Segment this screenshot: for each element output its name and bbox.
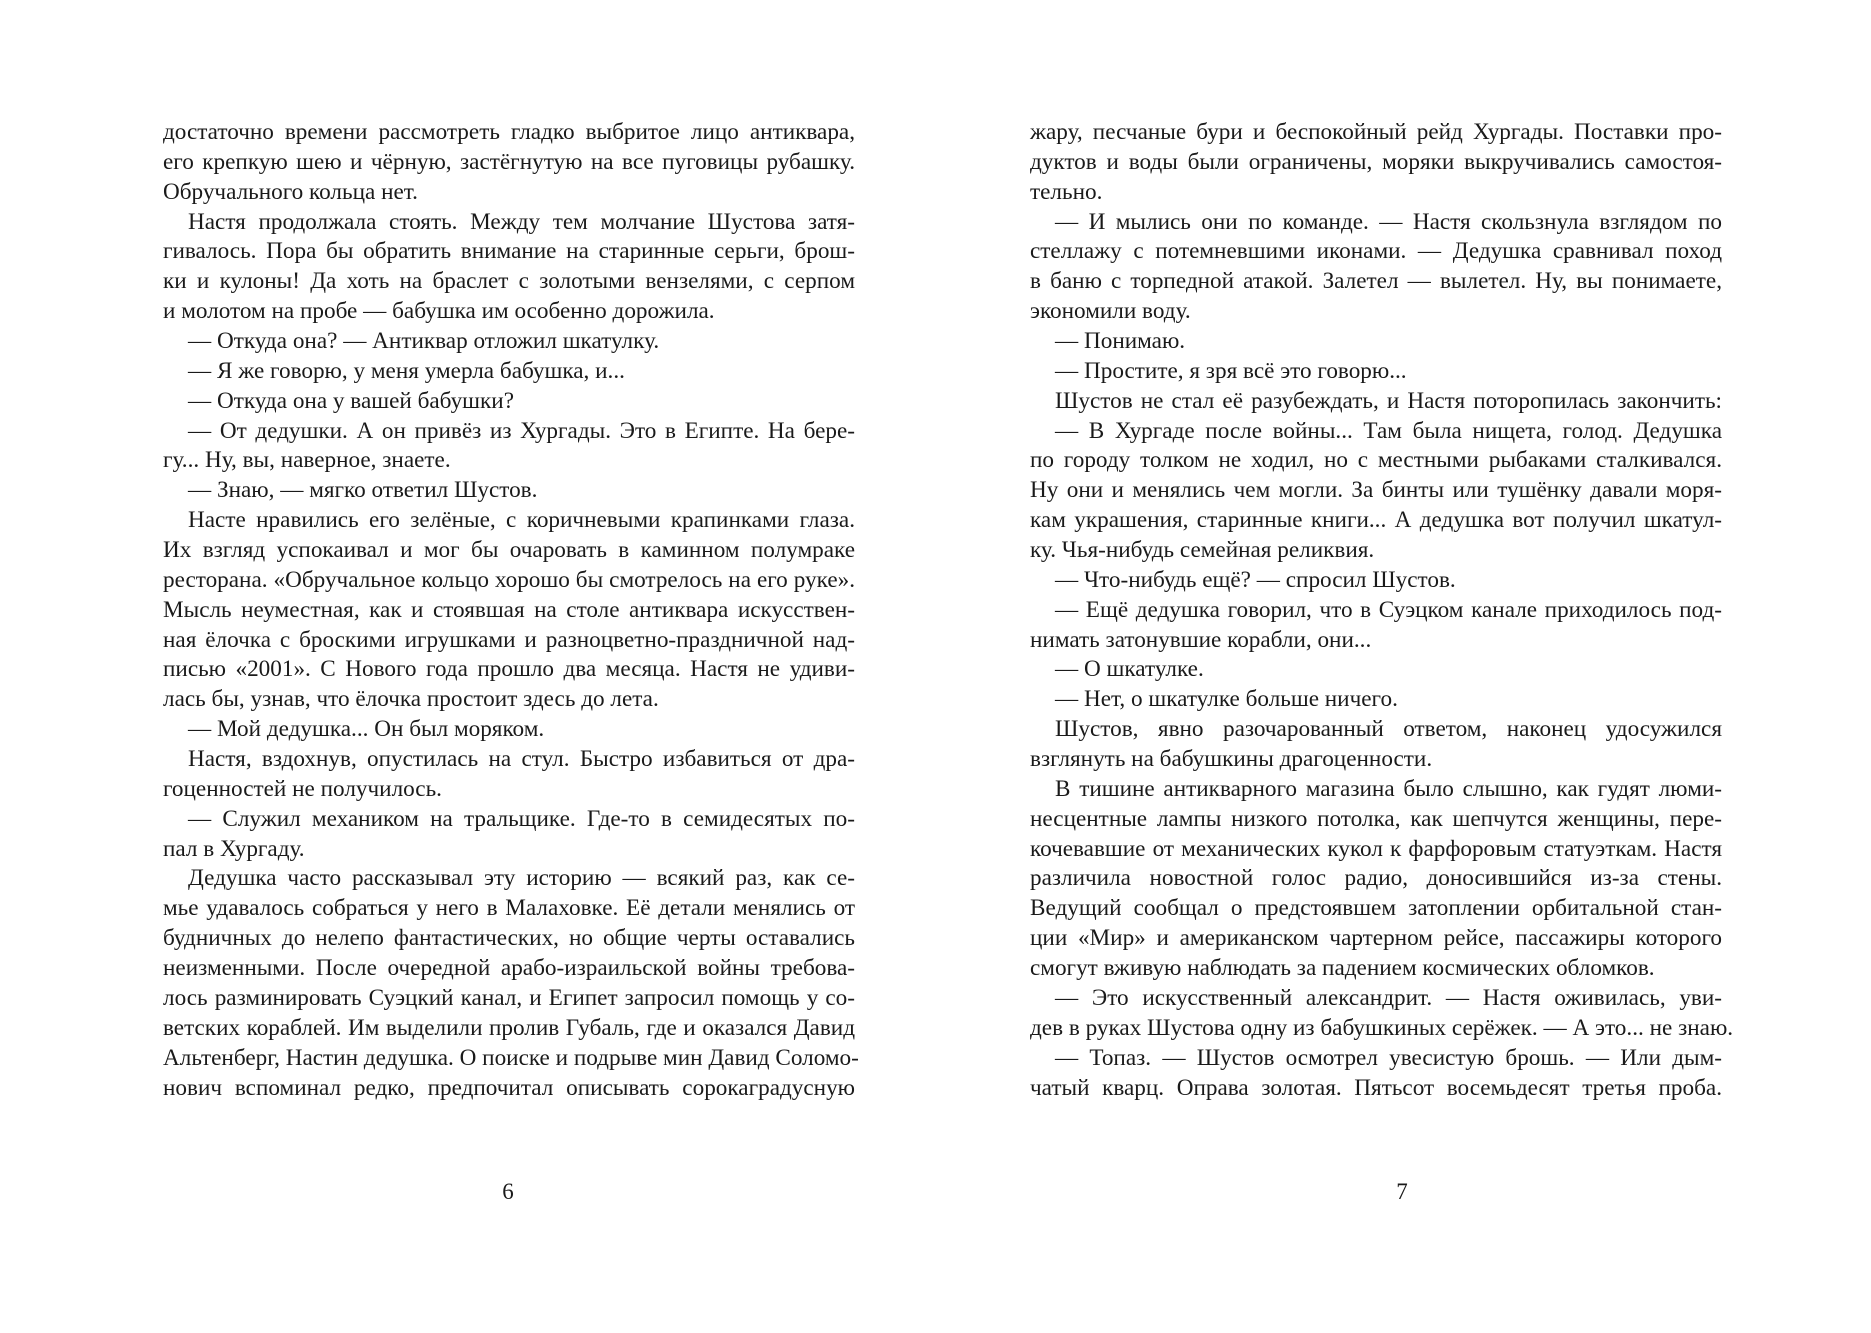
text-line: — Топаз. — Шустов осмотрел увесистую брошь. — Или дым- — [1055, 1044, 1722, 1071]
text-line: Настя, вздохнув, опустилась на стул. Быстро избавиться от дра- — [188, 746, 855, 773]
text-line: Альтенберг, Настин дедушка. О поиске и подрыве мин Давид Соломо- — [163, 1044, 859, 1071]
right-page-number: 7 — [1396, 1179, 1408, 1204]
text-line: несцентные лампы низкого потолка, как шепчутся женщины, пере- — [1030, 805, 1722, 832]
text-line: — От дедушки. А он привёз из Хургады. Это в Египте. На бере- — [188, 417, 855, 444]
text-line: — Что-нибудь ещё? — спросил Шустов. — [1055, 566, 1456, 593]
text-line: различила новостной голос радио, доносившийся из-за стены. — [1030, 865, 1722, 892]
left-page-text-column — [163, 118, 859, 1103]
text-line: — Ещё дедушка говорил, что в Суэцком канале приходилось под- — [1055, 596, 1722, 623]
text-line: — О шкатулке. — [1055, 656, 1204, 683]
left-page-number: 6 — [502, 1179, 514, 1204]
text-line: взглянуть на бабушкины драгоценности. — [1030, 746, 1433, 773]
text-line: экономили воду. — [1030, 298, 1191, 325]
text-line: лась бы, узнав, что ёлочка простоит здесь до лета. — [163, 686, 659, 713]
text-line: Шустов, явно разочарованный ответом, наконец удосужился — [1055, 716, 1722, 743]
text-line: Настя продолжала стоять. Между тем молчание Шустова затя- — [188, 208, 855, 235]
text-line: Ну они и менялись чем могли. За бинты или тушёнку давали моря- — [1030, 477, 1722, 504]
text-line: Ведущий сообщал о предстоявшем затоплении орбитальной стан- — [1030, 895, 1722, 922]
text-line: тельно. — [1030, 178, 1103, 205]
text-line: чатый кварц. Оправа золотая. Пятьсот восемьдесят третья проба. — [1030, 1074, 1722, 1101]
text-line: — Простите, я зря всё это говорю... — [1055, 357, 1407, 384]
text-line: Дедушка часто рассказывал эту историю — всякий раз, как се- — [188, 865, 855, 892]
text-line: Мысль неуместная, как и стоявшая на столе антиквара искусствен- — [163, 596, 855, 623]
text-line: мье удавалось собраться у него в Малаховке. Её детали менялись от — [163, 895, 855, 922]
right-page — [935, 0, 1871, 1333]
text-line: — Мой дедушка... Он был моряком. — [188, 716, 545, 743]
text-line: — В Хургаде после войны... Там была нищета, голод. Дедушка — [1055, 417, 1722, 444]
text-line: Шустов не стал её разубеждать, и Настя поторопилась закончить: — [1055, 387, 1722, 414]
right-page-text-column — [1030, 118, 1734, 1103]
text-line: писью «2001». С Нового года прошло два месяца. Настя не удиви- — [163, 656, 855, 683]
text-line: нович вспоминал редко, предпочитал описывать сорокаградусную — [163, 1074, 855, 1101]
text-line: пал в Хургаду. — [163, 835, 305, 862]
text-line: неизменными. После очередной арабо-израильской войны требова- — [163, 955, 855, 982]
text-line: ресторана. «Обручальное кольцо хорошо бы смотрелось на его руке». — [163, 566, 855, 593]
text-line: — И мылись они по команде. — Настя скользнула взглядом по — [1055, 208, 1722, 235]
text-line: достаточно времени рассмотреть гладко выбритое лицо антиквара, — [163, 119, 855, 145]
text-line: и молотом на пробе — бабушка им особенно дорожила. — [163, 298, 715, 325]
text-line: стеллажу с потемневшими иконами. — Дедушка сравнивал поход — [1030, 238, 1722, 265]
text-line: Обручального кольца нет. — [163, 178, 418, 205]
text-line: — Я же говорю, у меня умерла бабушка, и... — [188, 357, 625, 384]
text-line: будничных до нелепо фантастических, но общие черты оставались — [163, 925, 855, 952]
text-line: его крепкую шею и чёрную, застёгнутую на все пуговицы рубашку. — [163, 148, 855, 175]
left-page — [0, 0, 935, 1333]
text-line: — Нет, о шкатулке больше ничего. — [1055, 686, 1398, 713]
text-line: Их взгляд успокаивал и мог бы очаровать в каминном полумраке — [163, 537, 855, 564]
text-line: кочевавшие от механических кукол к фарфоровым статуэткам. Настя — [1030, 835, 1722, 862]
text-line: — Откуда она? — Антиквар отложил шкатулку. — [188, 328, 660, 355]
text-line: дуктов и воды были ограничены, моряки выкручивались самостоя- — [1030, 148, 1722, 175]
text-line: — Это искусственный александрит. — Настя оживилась, уви- — [1055, 984, 1722, 1011]
text-line: гоценностей не получилось. — [163, 775, 442, 802]
text-line: смогут вживую наблюдать за падением космических обломков. — [1030, 955, 1655, 982]
text-line: ветских кораблей. Им выделили пролив Губаль, где и оказался Давид — [163, 1014, 855, 1041]
text-line: — Знаю, — мягко ответил Шустов. — [188, 477, 538, 504]
text-line: ции «Мир» и американском чартерном рейсе, пассажиры которого — [1030, 925, 1722, 952]
text-line: Насте нравились его зелёные, с коричневыми крапинками глаза. — [188, 507, 855, 534]
text-line: ная ёлочка с броскими игрушками и разноцветно-праздничной над- — [163, 626, 855, 653]
text-line: — Откуда она у вашей бабушки? — [188, 387, 515, 414]
text-line: В тишине антикварного магазина было слышно, как гудят люми- — [1055, 775, 1722, 802]
text-line: гивалось. Пора бы обратить внимание на старинные серьги, брош- — [163, 238, 855, 265]
text-line: ку. Чья-нибудь семейная реликвия. — [1030, 537, 1375, 564]
text-line: жару, песчаные бури и беспокойный рейд Хургады. Поставки про- — [1030, 119, 1722, 145]
text-line: — Служил механиком на тральщике. Где-то в семидесятых по- — [188, 805, 855, 832]
text-line: нимать затонувшие корабли, они... — [1030, 626, 1372, 653]
text-line: лось разминировать Суэцкий канал, и Египет запросил помощь у со- — [163, 984, 855, 1011]
text-line: по городу толком не ходил, но с местными рыбаками сталкивался. — [1030, 447, 1722, 474]
text-line: ки и кулоны! Да хоть на браслет с золотыми вензелями, с серпом — [163, 268, 855, 295]
text-line: — Понимаю. — [1055, 328, 1186, 355]
text-line: кам украшения, старинные книги... А дедушка вот получил шкатул- — [1030, 507, 1722, 534]
text-line: гу... Ну, вы, наверное, знаете. — [163, 447, 451, 474]
text-line: в баню с торпедной атакой. Залетел — вылетел. Ну, вы понимаете, — [1030, 268, 1722, 295]
text-line: дев в руках Шустова одну из бабушкиных серёжек. — А это... не знаю. — [1030, 1014, 1734, 1041]
